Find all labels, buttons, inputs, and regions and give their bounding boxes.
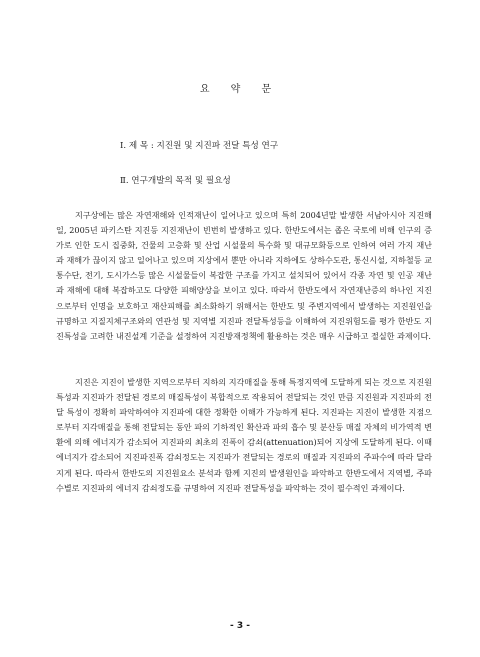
summary-title: 요 약 문 (199, 84, 281, 95)
body-paragraph: 지진은 지진이 발생한 지역으로부터 지하의 지각매질을 통해 특정지역에 도달하게 되는 것으로 지진원 특성과 지진파가 전달된 경로의 매질특성이 복합적으로 작용되어 전달되는 것인 만큼 지진원과 지진파의 전달 특성이 정확히 파악하여야 지진파에 대한 정확한 이해가 가능하게 된다. 지진파는 지진이 발생한 지점으로부터 지각매질을 통해 전달되는 동안 파의 기하적인 확산과 파의 흡수 및 분산등 매질 자체의 비가역적 변환에 의해 에너지가 감소되어 지진파의 최초의 진폭이 감쇠(attenuation)되어 지상에 도달하게 된다. 이때 에너지가 감소되어 지진파진폭 감쇠정도는 지진파가 전달되는 경로의 매질과 지진파의 주파수에 따라 달라지게 된다. 따라서 한반도의 지진원요소 분석과 함께 지진의 발생원인을 파악하고 한반도에서 지역별, 주파수별로 지진파의 에너지 감쇠정도를 규명하여 지진파 전달특성을 파악하는 것이 필수적인 과제이다. (56, 377, 432, 493)
body-paragraph-2-container (56, 375, 432, 496)
section-heading-title: Ⅰ. 제 목 : 지진원 및 지진파 전달 특성 연구 (120, 141, 279, 151)
page-number: - 3 - (230, 621, 250, 631)
section-heading-purpose: Ⅱ. 연구개발의 목적 및 필요성 (120, 176, 231, 186)
body-paragraph-1-container (56, 208, 432, 344)
body-paragraph: 지구상에는 많은 자연재해와 인적재난이 일어나고 있으며 특히 2004년말 발생한 서남아시아 지진해일, 2005년 파키스탄 지진등 지진재난이 빈번히 발생하고 있다. 한반도에서는 좁은 국토에 비해 인구의 증가로 인한 도시 집중화, 건물의 고층화 및 산업 시설물의 특수화 및 대규모화등으로 인하여 여러 가지 재난과 재해가 끊이지 않고 일어나고 있으며 지상에서 뿐만 아니라 지하에도 상하수도관, 통신시설, 지하철등 교통수단, 전기, 도시가스등 많은 시설물들이 복잡한 구조를 가지고 설치되어 있어서 각종 자연 및 인공 재난과 재해에 대해 복잡하고도 다양한 피해양상을 보이고 있다. 따라서 한반도에서 자연재난증의 하나인 지진으로부터 인명을 보호하고 재산피해를 최소화하기 위해서는 한반도 및 주변지역에서 발생하는 지진원인을 규명하고 지질지체구조와의 연관성 및 지역별 지진파 전달특성등을 이해하여 지진위험도를 평가 한반도 지진특성을 고려한 내진설계 기준을 설정하여 지진방재정책에 활용하는 것은 매우 시급하고 절실한 과제이다. (56, 210, 432, 341)
